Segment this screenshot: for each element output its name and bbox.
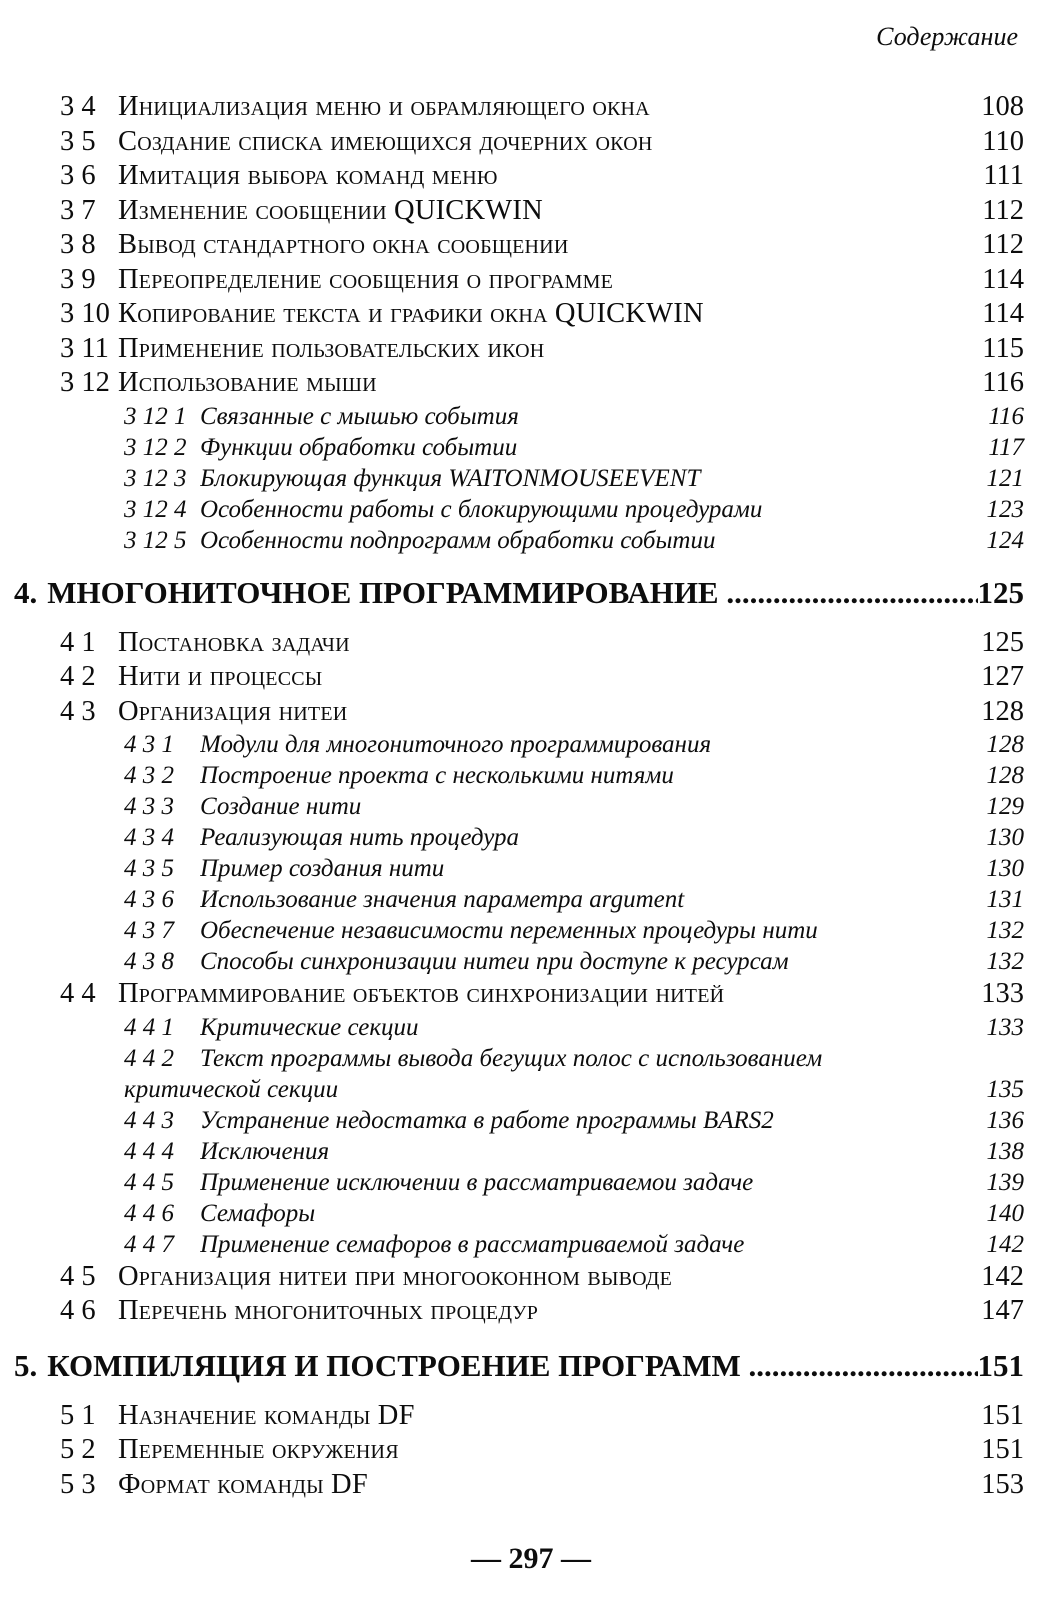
toc-entry-page: 117: [988, 433, 1024, 461]
toc-entry: [0, 1105, 1062, 1136]
toc-entry-title: Пример создания нити: [200, 855, 445, 882]
toc-entry-title: Использование значения параметра argument: [200, 886, 685, 913]
toc-entry: [0, 263, 1062, 298]
toc-entry-page: 110: [982, 125, 1024, 157]
toc-entry-number: 4 4 6: [124, 1199, 174, 1227]
toc-entry: [0, 695, 1062, 730]
toc-entry-page: 125: [977, 574, 1024, 610]
toc-entry-number: 3 5: [60, 125, 96, 157]
toc-entry: [0, 1229, 1062, 1260]
toc-entry-number: 4 4 5: [124, 1168, 174, 1196]
toc-entry-page: 115: [982, 332, 1024, 364]
toc-entry-page: 133: [986, 1013, 1024, 1041]
toc-entry: [0, 884, 1062, 915]
toc-entry-page: 128: [986, 731, 1024, 758]
toc-entry-title: критической секции: [124, 1075, 339, 1103]
toc-entry: [0, 1167, 1062, 1198]
toc-entry-page: 128: [981, 695, 1024, 727]
toc-entry-title: КОМПИЛЯЦИЯ И ПОСТРОЕНИЕ ПРОГРАММ .....: [47, 1343, 977, 1389]
toc-entry-title: Нити и процессы: [118, 661, 323, 692]
toc-entry-title: Программирование объектов синхронизации нитей: [118, 978, 725, 1009]
toc-entry-number: 5.: [14, 1347, 38, 1383]
toc-entry-number: 5 3: [60, 1468, 96, 1500]
toc-chapter-entry: [0, 570, 1062, 616]
toc-entry-page: 123: [986, 495, 1024, 523]
toc-entry-title: Постановка задачи: [118, 626, 350, 658]
toc-entry-page: 112: [982, 229, 1024, 260]
toc-entry-number: 4 3 3: [124, 793, 174, 820]
toc-entry-page: 151: [977, 1347, 1024, 1383]
toc-entry-page: 140: [986, 1199, 1024, 1227]
toc-entry-title: Переопределение сообщения о программе: [118, 263, 614, 295]
toc-entry-page: 151: [981, 1434, 1024, 1465]
toc-entry-number: 4 4 3: [124, 1106, 174, 1134]
toc-entry-title: Создание нити: [200, 793, 362, 820]
toc-entry-page: 128: [986, 762, 1024, 789]
toc-entry: [0, 366, 1062, 401]
toc-entry-page: 142: [986, 1230, 1024, 1258]
toc-entry-number: 4 3 7: [124, 917, 174, 944]
toc-entry-number: 3 12: [60, 367, 110, 398]
toc-entry: [0, 1198, 1062, 1229]
toc-entry-number: 3 12 2: [124, 433, 187, 461]
toc-entry-number: 3 6: [60, 160, 96, 191]
toc-entry-page: 114: [982, 263, 1024, 295]
toc-entry: [0, 125, 1062, 160]
toc-entry-page: 124: [986, 526, 1024, 554]
toc-entry-number: 3 12 3: [124, 464, 187, 492]
toc-entry-title: Семафоры: [200, 1199, 316, 1227]
toc-entry-title: Формат команды DF: [118, 1468, 368, 1500]
toc-entry: [0, 1074, 1062, 1105]
toc-entry: [0, 791, 1062, 822]
toc-entry: [0, 1433, 1062, 1468]
toc-entry-title: Обеспечение независимости переменных процедуры нити: [200, 917, 818, 944]
toc-entry-page: 116: [982, 367, 1024, 398]
toc-entry: [0, 853, 1062, 884]
toc-entry-number: 4 5: [60, 1260, 96, 1292]
toc-entry-number: 4 2: [60, 661, 96, 692]
toc-entry: [0, 1468, 1062, 1503]
toc-entry-page: 147: [981, 1295, 1024, 1326]
toc-entry-title: Организация нитеи: [118, 695, 348, 727]
toc-entry-title: Применение исключении в рассматриваемои задаче: [200, 1168, 754, 1196]
toc-entry-page: 153: [981, 1468, 1024, 1500]
toc-entry-number: 3 7: [60, 194, 96, 226]
toc-entry-number: 4 3 5: [124, 855, 174, 882]
toc-entry: [0, 494, 1062, 525]
toc-entry-number: 3 11: [60, 332, 109, 364]
toc-entry: [0, 1399, 1062, 1434]
toc-entry-number: 4 3 4: [124, 824, 174, 851]
toc-entry-page: 111: [983, 160, 1024, 191]
toc-entry-number: 3 12 1: [124, 402, 187, 430]
toc-entry-page: 114: [982, 298, 1024, 329]
toc-entry-page: 138: [986, 1137, 1024, 1165]
toc-entry-page: 132: [986, 948, 1024, 975]
toc-entry: [0, 1294, 1062, 1329]
toc-entry-number: 4 6: [60, 1295, 96, 1326]
toc-entry-number: 4 4: [60, 978, 96, 1009]
page-number: — 297 —: [471, 1542, 591, 1575]
toc-entry-title: Имитация выбора команд меню: [118, 160, 498, 191]
toc-entry-title: Критические секции: [200, 1013, 419, 1041]
toc-entry: [0, 1260, 1062, 1295]
toc-entry-page: 108: [981, 91, 1024, 122]
toc-entry-number: 5 2: [60, 1434, 96, 1465]
toc-entry-page: 130: [986, 824, 1024, 851]
toc-entry: [0, 915, 1062, 946]
toc-entry: [0, 432, 1062, 463]
toc-entry-page: 132: [986, 917, 1024, 944]
toc-entry-number: 3 9: [60, 263, 96, 295]
toc-entry: [0, 729, 1062, 760]
toc-entry: [0, 822, 1062, 853]
toc-entry: [0, 1136, 1062, 1167]
toc-chapter-entry: [0, 1343, 1062, 1389]
toc-entry-title: Переменные окружения: [118, 1434, 399, 1465]
toc-entry-page: 129: [986, 793, 1024, 820]
toc-entry-title: Построение проекта с несколькими нитями: [200, 762, 674, 789]
toc-entry: [0, 228, 1062, 263]
toc-entry: [0, 760, 1062, 791]
toc-entry-page: 139: [986, 1168, 1024, 1196]
toc-entry-title: Текст программы вывода бегущих полос с использованием: [200, 1044, 823, 1072]
toc-entry: [0, 977, 1062, 1012]
toc-entry-number: 3 10: [60, 298, 110, 329]
toc-entry: [0, 401, 1062, 432]
toc-entry-number: 4 3 6: [124, 886, 174, 913]
toc-entry-title: Вывод стандартного окна сообщении: [118, 229, 569, 260]
toc-entry-page: 142: [981, 1260, 1024, 1292]
toc-entry-page: 135: [986, 1075, 1024, 1103]
toc-entry: [0, 332, 1062, 367]
toc-entry-title: Изменение сообщении QUICKWIN: [118, 194, 543, 226]
toc-entry-page: 131: [986, 886, 1024, 913]
toc-entry-page: 112: [982, 194, 1024, 226]
toc-entry-page: 133: [981, 978, 1024, 1009]
toc-entry-number: 3 12 4: [124, 495, 187, 523]
toc-entry-page: 125: [981, 626, 1024, 658]
toc-entry-title: Особенности работы с блокирующими процедурами: [200, 495, 763, 523]
toc-entry-title: Назначение команды DF: [118, 1399, 415, 1431]
toc-entry-title: Исключения: [200, 1137, 330, 1165]
toc-entry-title: Блокирующая функция WAITONMOUSEEVENT: [200, 464, 701, 492]
toc-entry-title: Особенности подпрограмм обработки событии: [200, 526, 716, 554]
toc-entry: [0, 1012, 1062, 1043]
toc-entry-title: Инициализация меню и обрамляющего окна: [118, 91, 650, 122]
toc-entry-number: 4 4 4: [124, 1137, 174, 1165]
toc-entry-number: 5 1: [60, 1399, 96, 1431]
toc-entry-page: 136: [986, 1106, 1024, 1134]
toc-entry: [0, 946, 1062, 977]
toc-entry-number: 3 4: [60, 91, 96, 122]
toc-entry: [0, 194, 1062, 229]
toc-entry-title: Организация нитеи при многооконном выводе: [118, 1260, 673, 1292]
toc-entry-title: Перечень многониточных процедур: [118, 1295, 539, 1326]
table-of-contents: [0, 90, 1062, 1502]
toc-entry-title: Применение семафоров в рассматриваемой задаче: [200, 1230, 745, 1258]
toc-entry-number: 4 3: [60, 695, 96, 727]
toc-entry: [0, 1043, 1062, 1074]
toc-entry-page: 151: [981, 1399, 1024, 1431]
toc-entry-page: 130: [986, 855, 1024, 882]
toc-entry-number: 4 3 1: [124, 731, 174, 758]
toc-entry-page: 127: [981, 661, 1024, 692]
toc-entry-number: 4 3 8: [124, 948, 174, 975]
toc-entry-title: Реализующая нить процедура: [200, 824, 519, 851]
toc-entry-number: 4 4 7: [124, 1230, 174, 1258]
toc-entry-title: Создание списка имеющихся дочерних окон: [118, 125, 653, 157]
toc-entry: [0, 626, 1062, 661]
toc-entry-number: 4 4 2: [124, 1044, 174, 1072]
toc-entry: [0, 525, 1062, 556]
toc-entry-number: 4 3 2: [124, 762, 174, 789]
toc-entry-number: 4 1: [60, 626, 96, 658]
toc-entry-number: 3 8: [60, 229, 96, 260]
toc-entry-title: Способы синхронизации нитеи при доступе к ресурсам: [200, 948, 789, 975]
toc-entry-number: 4 4 1: [124, 1013, 174, 1041]
toc-entry-title: МНОГОНИТОЧНОЕ ПРОГРАММИРОВАНИЕ .....: [47, 570, 977, 616]
toc-entry-title: Устранение недостатка в работе программы BARS2: [200, 1106, 774, 1134]
toc-entry: [0, 660, 1062, 695]
toc-entry-title: Модули для многониточного программирования: [200, 731, 712, 758]
toc-entry-title: Функции обработки событии: [200, 433, 518, 461]
toc-entry-title: Применение пользовательских икон: [118, 332, 545, 364]
toc-entry: [0, 463, 1062, 494]
toc-entry: [0, 297, 1062, 332]
toc-entry-page: 121: [986, 464, 1024, 492]
running-header: Содержание: [876, 22, 1018, 51]
toc-entry-title: Копирование текста и графики окна QUICKWIN: [118, 298, 704, 329]
toc-entry-number: 4.: [14, 574, 38, 610]
toc-entry: [0, 90, 1062, 125]
toc-entry-page: 116: [988, 402, 1024, 430]
toc-entry-number: 3 12 5: [124, 526, 187, 554]
toc-entry-title: Связанные с мышью события: [200, 402, 519, 430]
toc-entry: [0, 159, 1062, 194]
toc-entry-title: Использование мыши: [118, 367, 377, 398]
